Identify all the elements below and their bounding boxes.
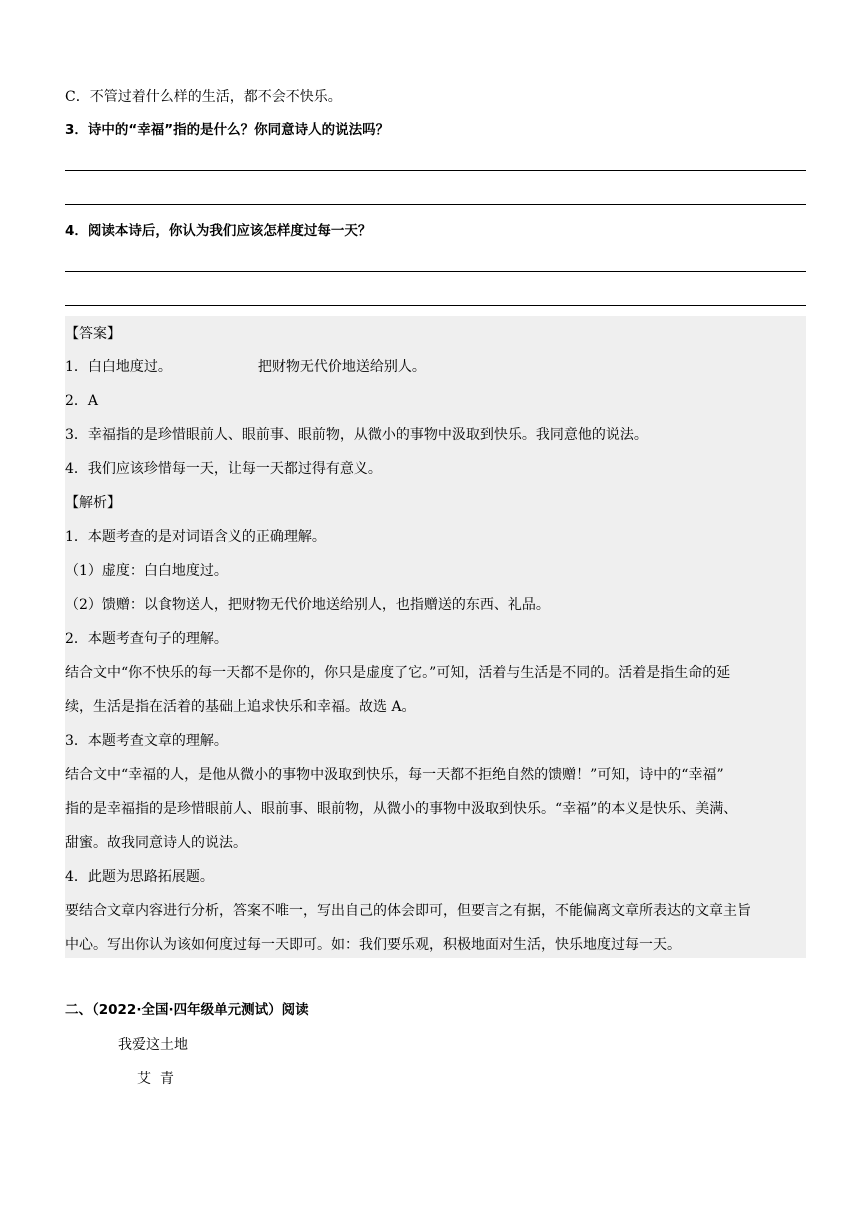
answer-line [65, 170, 806, 171]
answer-line [65, 305, 806, 306]
analysis-4-line1: 要结合文章内容进行分析，答案不唯一，写出自己的体会即可，但要言之有据，不能偏离文章所表达的文章主旨 [65, 903, 751, 919]
answer-1-part2: 把财物无代价地送给别人。 [257, 359, 426, 375]
option-c: C．不管过着什么样的生活，都不会不快乐。 [65, 89, 342, 105]
answer-1-part1: 1．白白地度过。 [65, 359, 172, 375]
analysis-3-line3: 甜蜜。故我同意诗人的说法。 [65, 835, 247, 851]
analysis-1-2: （2）馈赠：以食物送人，把财物无代价地送给别人，也指赠送的东西、礼品。 [65, 597, 550, 613]
question-3: 3．诗中的“幸福”指的是什么？你同意诗人的说法吗？ [65, 122, 390, 138]
analysis-2-line2: 续，生活是指在活着的基础上追求快乐和幸福。故选 A。 [65, 699, 416, 715]
answer-1 [65, 360, 426, 374]
analysis-1-1: （1）虚度：白白地度过。 [65, 563, 228, 579]
analysis-4-line2: 中心。写出你认为该如何度过每一天即可。如：我们要乐观，积极地面对生活，快乐地度过每一天。 [65, 937, 681, 953]
analysis-1: 1．本题考查的是对词语含义的正确理解。 [65, 529, 326, 545]
answer-4: 4．我们应该珍惜每一天，让每一天都过得有意义。 [65, 461, 382, 477]
section-2-heading: 二、（2022·全国·四年级单元测试）阅读 [65, 1002, 309, 1018]
analysis-2: 2．本题考查句子的理解。 [65, 631, 228, 647]
answer-header: 【答案】 [65, 326, 121, 342]
answer-line [65, 271, 806, 272]
analysis-3-line1: 结合文中“幸福的人，是他从微小的事物中汲取到快乐，每一天都不拒绝自然的馈赠！”可知，诗中的“幸福” [65, 767, 724, 783]
answer-2: 2．A [65, 393, 99, 409]
answer-line [65, 204, 806, 205]
analysis-4: 4．此题为思路拓展题。 [65, 869, 214, 885]
analysis-3: 3．本题考查文章的理解。 [65, 733, 228, 749]
analysis-header: 【解析】 [65, 495, 121, 511]
analysis-3-line2: 指的是幸福指的是珍惜眼前人、眼前事、眼前物，从微小的事物中汲取到快乐。“幸福”的本义是快乐、美满、 [65, 801, 738, 817]
analysis-2-line1: 结合文中“你不快乐的每一天都不是你的，你只是虚度了它。”可知，活着与生活是不同的。活着是指生命的延 [65, 665, 731, 681]
poem-author: 艾 青 [137, 1071, 174, 1087]
poem-title: 我爱这土地 [118, 1037, 188, 1053]
question-4: 4．阅读本诗后，你认为我们应该怎样度过每一天？ [65, 223, 372, 239]
answer-3: 3．幸福指的是珍惜眼前人、眼前事、眼前物，从微小的事物中汲取到快乐。我同意他的说法。 [65, 427, 648, 443]
